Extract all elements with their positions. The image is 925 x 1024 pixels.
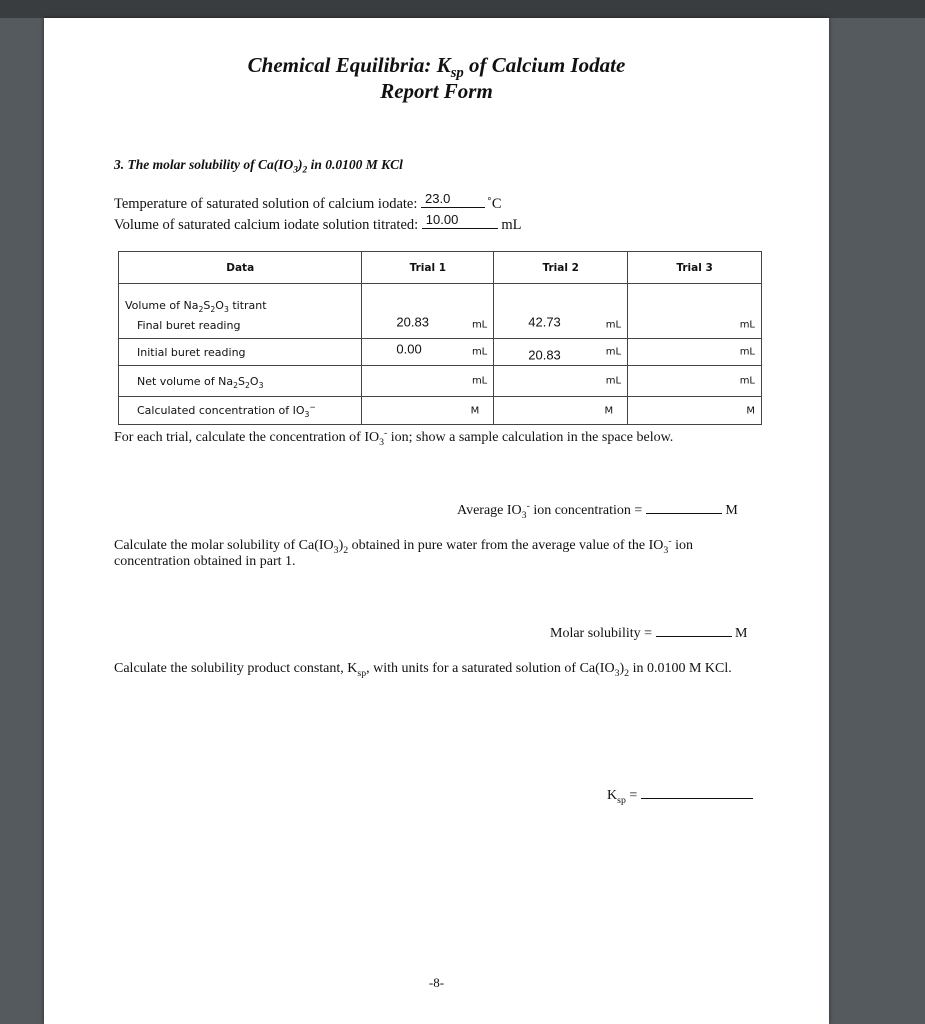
section-heading: 3. The molar solubility of $Ca(IO_3)_2$ in 0.0100 M KCl [114,157,403,176]
page-subtitle: Report Form [380,79,493,103]
table-header-row [119,252,762,284]
temperature-unit: ˚C [487,196,502,212]
initial-trial-2-cell[interactable]: 20.83 mL [494,339,628,366]
ksp-instruction: Calculate the solubility product constant, $K_{sp}$, with units for a saturated solution of $Ca(IO_3)_2$ in 0.0100 M KCl. [114,661,732,679]
page-title: Chemical Equilibria: $K_{sp}$ of Calcium Iodate [247,53,626,82]
conc-trial-2-cell[interactable]: M [494,397,628,425]
titrant-label: Volume of $Na_2S_2O_3$ titrant [119,284,362,313]
temperature-label: Temperature of saturated solution of calcium iodate: [114,196,418,212]
net-trial-3-cell[interactable]: mL [628,366,762,397]
net-trial-1-cell[interactable]: mL [362,366,494,397]
temperature-field[interactable]: 23.0 [421,193,485,208]
header-trial-2: Trial 2 [494,252,628,284]
volume-field[interactable]: 10.00 [422,214,498,229]
molar-solubility-instruction: Calculate the molar solubility of $Ca(IO_3)_2$ obtained in pure water from the average value of the $IO_3^-$ ion concentration obtained in part 1. [114,535,693,569]
conc-trial-3-cell[interactable]: M [628,397,762,425]
molar-solubility-label: Molar solubility = [550,626,653,641]
table-row [119,339,762,366]
ksp-field[interactable] [641,786,753,799]
viewer-top-bar [0,0,925,18]
final-trial-1-cell[interactable]: 20.83 mL [362,312,494,339]
header-trial-3: Trial 3 [628,252,762,284]
conc-trial-1-cell[interactable]: M [362,397,494,425]
ksp-row [607,786,753,804]
molar-solubility-field[interactable] [656,624,732,637]
document-page [44,18,829,1024]
volume-row [114,214,522,234]
molar-solubility-unit: M [735,626,748,641]
table-row [119,366,762,397]
table-row [119,397,762,425]
volume-label: Volume of saturated calcium iodate solution titrated: [114,217,419,233]
data-table [118,251,762,425]
final-trial-2-cell[interactable]: 42.73 mL [494,312,628,339]
page-number: -8- [428,975,445,990]
header-trial-1: Trial 1 [362,252,494,284]
table-row [119,312,762,339]
final-buret-label: Final buret reading [119,312,362,339]
table-row [119,284,762,313]
initial-trial-1-cell[interactable]: 0.00 mL [362,339,494,366]
trial-instruction: For each trial, calculate the concentration of $IO_3^-$ ion; show a sample calculation in the space below. [114,427,674,448]
average-concentration-unit: M [725,503,738,518]
molar-solubility-row [550,624,747,642]
temperature-row [114,193,502,213]
initial-buret-label: Initial buret reading [119,339,362,366]
volume-unit: mL [501,217,522,233]
header-data: Data [119,252,362,284]
average-concentration-label: Average $IO_3^-$ ion concentration = [457,500,643,521]
final-trial-3-cell[interactable]: mL [628,312,762,339]
average-concentration-field[interactable] [646,501,722,514]
net-trial-2-cell[interactable]: mL [494,366,628,397]
concentration-label: Calculated concentration of $IO_3^-$ [119,397,362,425]
initial-trial-3-cell[interactable]: mL [628,339,762,366]
net-volume-label: Net volume of $Na_2S_2O_3$ [119,366,362,397]
ksp-label: $K_{sp}$ = [607,788,638,806]
average-concentration-row [457,501,738,519]
